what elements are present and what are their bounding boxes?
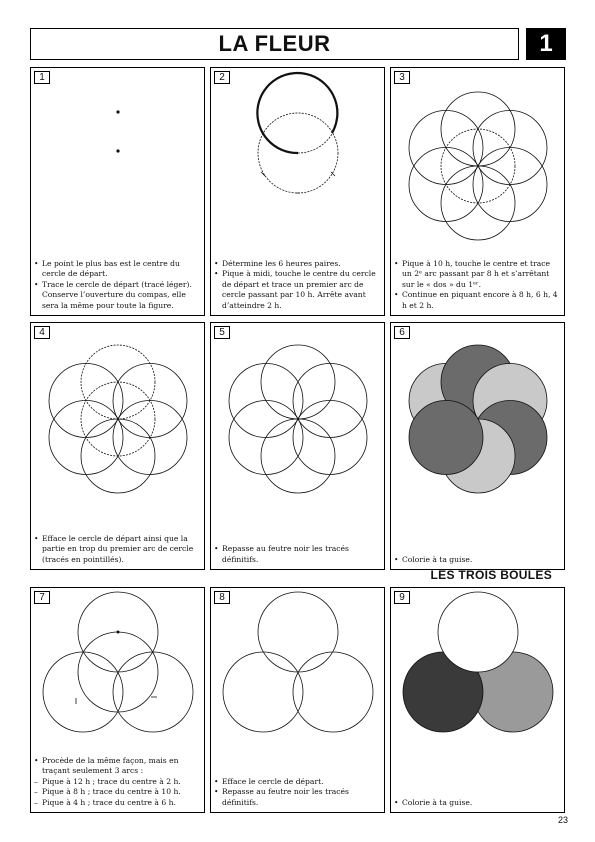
panel-8 bbox=[210, 587, 385, 813]
instruction-line: • Repasse au feutre noir les tracés définitifs. bbox=[214, 787, 381, 808]
page-number: 23 bbox=[557, 815, 568, 825]
panel-label: 3 bbox=[394, 71, 410, 84]
instruction-line: • Continue en piquant encore à 8 h, 6 h, 4 h et 2 h. bbox=[394, 290, 561, 311]
instruction-line: – Pique à 4 h ; trace du centre à 6 h. bbox=[34, 798, 201, 809]
instructions bbox=[214, 777, 381, 809]
panel-label: 9 bbox=[394, 591, 410, 604]
panel-4 bbox=[30, 322, 205, 570]
instructions bbox=[34, 259, 201, 312]
panel-3 bbox=[390, 67, 565, 316]
panel-label: 8 bbox=[214, 591, 230, 604]
panel-7 bbox=[30, 587, 205, 813]
instruction-line: • Efface le cercle de départ. bbox=[214, 777, 381, 788]
panel-6 bbox=[390, 322, 565, 570]
instruction-line: – Pique à 8 h ; trace du centre à 10 h. bbox=[34, 787, 201, 798]
instruction-line: • Pique à midi, touche le centre du cercle de départ et trace un premier arc de cercle passant par 10 h. Arrête avant d’atteindre 2 h. bbox=[214, 269, 381, 311]
panel-label: 4 bbox=[34, 326, 50, 339]
panel-label: 7 bbox=[34, 591, 50, 604]
instruction-line: • Trace le cercle de départ (tracé léger). Conserve l’ouverture du compas, elle sera la même pour toute la figure. bbox=[34, 280, 201, 312]
instructions bbox=[214, 259, 381, 312]
instruction-line: • Détermine les 6 heures paires. bbox=[214, 259, 381, 270]
panel-label: 2 bbox=[214, 71, 230, 84]
panel-label: 6 bbox=[394, 326, 410, 339]
instructions bbox=[394, 555, 561, 566]
instruction-line: • Procède de la même façon, mais en traçant seulement 3 arcs : bbox=[34, 756, 201, 777]
chapter-number: 1 bbox=[526, 28, 566, 60]
center-point-bottom bbox=[116, 149, 119, 152]
instruction-line: • Colorie à ta guise. bbox=[394, 555, 561, 566]
instructions bbox=[214, 544, 381, 565]
instruction-line: • Repasse au feutre noir les tracés définitifs. bbox=[214, 544, 381, 565]
step-5-figure bbox=[211, 323, 386, 571]
instructions bbox=[34, 756, 201, 809]
instructions bbox=[394, 259, 561, 312]
panel-9 bbox=[390, 587, 565, 813]
panel-2 bbox=[210, 67, 385, 316]
instruction-line: • Colorie à ta guise. bbox=[394, 798, 561, 809]
instruction-line: • Le point le plus bas est le centre du cercle de départ. bbox=[34, 259, 201, 280]
page-title: LA FLEUR bbox=[30, 28, 519, 60]
step-6-figure bbox=[391, 323, 566, 571]
instruction-line: • Pique à 10 h, touche le centre et trace un 2ᵉ arc passant par 8 h et s’arrêtant sur le « dos » du 1ᵉʳ. bbox=[394, 259, 561, 291]
panel-label: 5 bbox=[214, 326, 230, 339]
instructions bbox=[394, 798, 561, 809]
instruction-line: – Pique à 12 h ; trace du centre à 2 h. bbox=[34, 777, 201, 788]
instructions bbox=[34, 534, 201, 566]
panel-label: 1 bbox=[34, 71, 50, 84]
panel-1 bbox=[30, 67, 205, 316]
panel-5 bbox=[210, 322, 385, 570]
section-title: LES TROIS BOULES bbox=[430, 568, 552, 582]
step-9-figure bbox=[391, 588, 566, 814]
center-point-top bbox=[116, 110, 119, 113]
instruction-line: • Efface le cercle de départ ainsi que la partie en trop du premier arc de cercle (tracés en pointillés). bbox=[34, 534, 201, 566]
